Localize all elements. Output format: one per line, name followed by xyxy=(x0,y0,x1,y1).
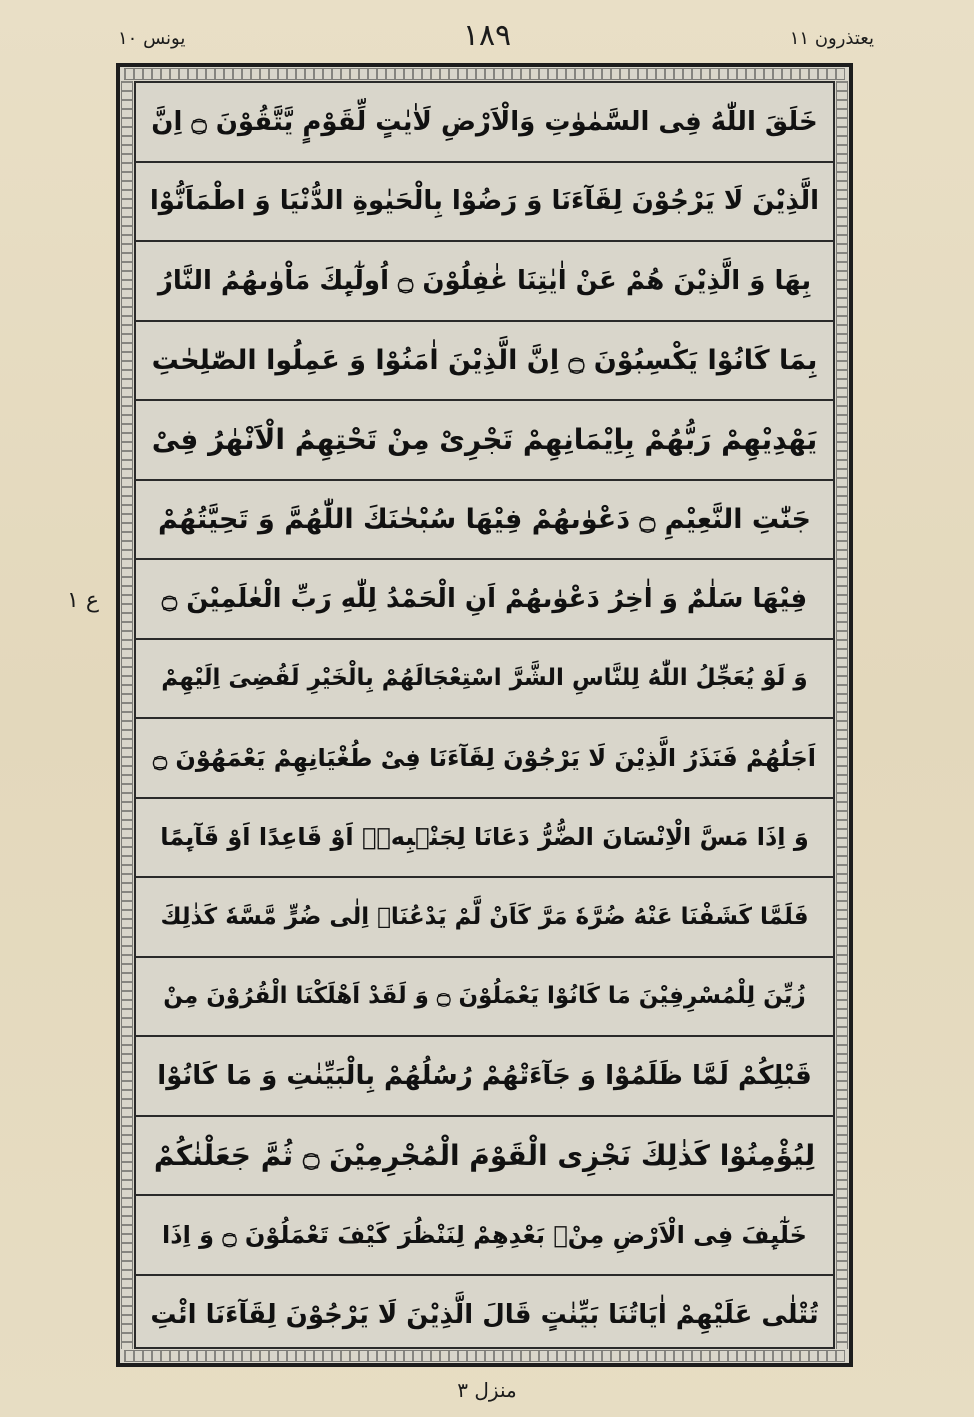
text-line: تُتْلٰى عَلَیْهِمْ اٰیَاتُنَا بَیِّنٰتٍ قَالَ الَّذِیْنَ لَا یَرْجُوْنَ لِقَآءَنَا ائْتِ xyxy=(150,1300,819,1331)
text-line: خَلٰٓىِٕفَ فِی الْاَرْضِ مِنْۢ بَعْدِهِمْ لِنَنْظُرَ كَیْفَ تَعْمَلُوْنَ ۝ وَ اِذَا xyxy=(136,1196,833,1276)
text-line: فِیْهَا سَلٰمٌ وَ اٰخِرُ دَعْوٰىهُمْ اَنِ الْحَمْدُ لِلّٰهِ رَبِّ الْعٰلَمِیْنَ ۝ xyxy=(136,560,833,640)
text-line: فَلَمَّا كَشَفْنَا عَنْهُ ضُرَّهٗ مَرَّ كَاَنْ لَّمْ یَدْعُنَاۤ اِلٰى ضُرٍّ مَّسَّهٗ كَذٰلِكَ xyxy=(136,878,833,958)
surah-heading: یونس ۱۰ xyxy=(118,28,186,49)
text-line: لِیُؤْمِنُوْا كَذٰلِكَ نَجْزِی الْقَوْمَ الْمُجْرِمِیْنَ ۝ ثُمَّ جَعَلْنٰكُمْ xyxy=(136,1117,833,1197)
text-line: زُیِّنَ لِلْمُسْرِفِیْنَ مَا كَانُوْا یَعْمَلُوْنَ ۝ وَ لَقَدْ اَهْلَكْنَا الْقُرُوْنَ مِنْ xyxy=(136,958,833,1038)
juz-heading: یعتذرون ۱۱ xyxy=(789,28,874,49)
text-line: وَ اِذَا مَسَّ الْاِنْسَانَ الضُّرُّ دَعَانَا لِجَنْۢبِهٖۤ اَوْ قَاعِدًا اَوْ قَآىِٕمًا xyxy=(136,799,833,879)
frame-ornament-top xyxy=(124,68,845,80)
text-line: بِمَا كَانُوْا یَكْسِبُوْنَ ۝ اِنَّ الَّذِیْنَ اٰمَنُوْا وَ عَمِلُوا الصّٰلِحٰتِ xyxy=(136,322,833,402)
frame-ornament-right xyxy=(836,81,848,1349)
text-line: خَلَقَ اللّٰهُ فِی السَّمٰوٰتِ وَالْاَرْضِ لَاٰیٰتٍ لِّقَوْمٍ یَّتَّقُوْنَ ۝ اِنَّ xyxy=(136,83,833,163)
manzil-footer: منزل ۳ xyxy=(457,1378,517,1402)
text-line: وَ لَوْ یُعَجِّلُ اللّٰهُ لِلنَّاسِ الشَّرَّ اسْتِعْجَالَهُمْ بِالْخَیْرِ لَقُضِیَ اِلَیْهِمْ xyxy=(136,640,833,720)
ruku-margin-mark: ع ۱ xyxy=(67,588,99,613)
text-lines xyxy=(136,83,833,1347)
text-line: الَّذِیْنَ لَا یَرْجُوْنَ لِقَآءَنَا وَ رَضُوْا بِالْحَیٰوةِ الدُّنْیَا وَ اطْمَاَنُّوْا xyxy=(136,163,833,243)
page-number: ۱۸۹ xyxy=(462,18,512,53)
text-line: یَهْدِیْهِمْ رَبُّهُمْ بِاِیْمَانِهِمْ تَجْرِیْ مِنْ تَحْتِهِمُ الْاَنْهٰرُ فِیْ xyxy=(136,401,833,481)
text-frame xyxy=(116,63,853,1367)
text-line: قَبْلِكُمْ لَمَّا ظَلَمُوْا وَ جَآءَتْهُمْ رُسُلُهُمْ بِالْبَیِّنٰتِ وَ مَا كَانُوْا xyxy=(136,1037,833,1117)
text-line: اَجَلُهُمْ فَنَذَرُ الَّذِیْنَ لَا یَرْجُوْنَ لِقَآءَنَا فِیْ طُغْیَانِهِمْ یَعْمَهُوْنَ ۝ xyxy=(136,719,833,799)
text-area xyxy=(134,81,835,1349)
text-line: جَنّٰتِ النَّعِیْمِ ۝ دَعْوٰىهُمْ فِیْهَا سُبْحٰنَكَ اللّٰهُمَّ وَ تَحِیَّتُهُمْ xyxy=(136,481,833,561)
text-line: بِهَا وَ الَّذِیْنَ هُمْ عَنْ اٰیٰتِنَا غٰفِلُوْنَ ۝ اُولٰٓىِٕكَ مَاْوٰىهُمُ النَّارُ xyxy=(136,242,833,322)
frame-ornament-left xyxy=(121,81,133,1349)
